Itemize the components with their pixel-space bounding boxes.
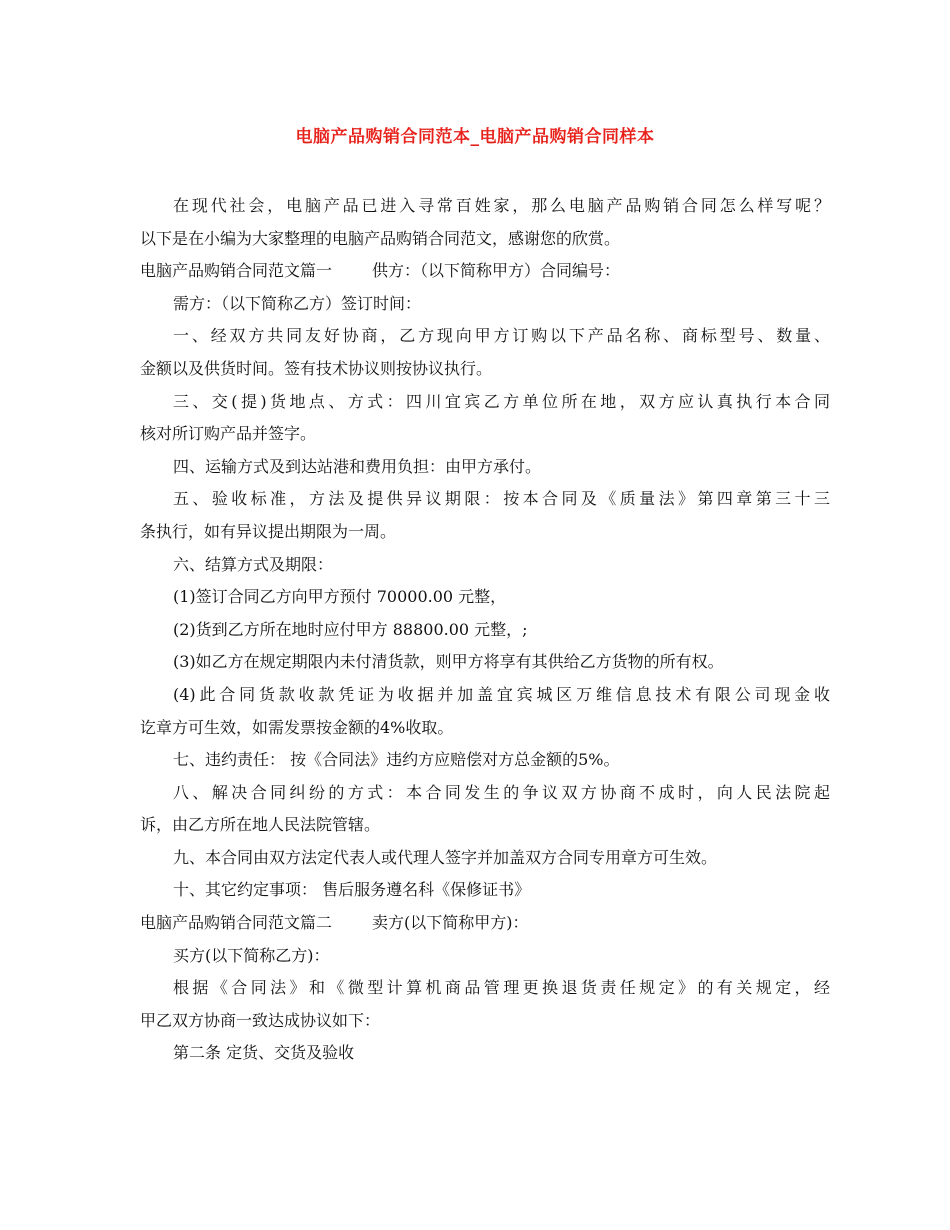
section-heading: 电脑产品购销合同范文篇二 bbox=[140, 913, 333, 933]
paragraph-line: (2)货到乙方所在地时应付甲方 88800.00 元整，; bbox=[173, 619, 528, 639]
paragraph-line: (3)如乙方在规定期限内未付清货款，则甲方将享有其供给乙方货物的所有权。 bbox=[173, 652, 724, 672]
paragraph-line: 诉，由乙方所在地人民法院管辖。 bbox=[140, 815, 381, 835]
paragraph-line: 需方：（以下简称乙方）签订时间： bbox=[173, 293, 422, 313]
paragraph-line: 五、验收标准，方法及提供异议期限：按本合同及《质量法》第四章第三十三 bbox=[173, 489, 830, 509]
paragraph-line: 甲乙双方协商一致达成协议如下： bbox=[140, 1010, 381, 1030]
paragraph-line: 买方(以下简称乙方)： bbox=[173, 945, 330, 965]
section-heading-line bbox=[140, 907, 830, 940]
paragraph-line: 金额以及供货时间。签有技术协议则按协议执行。 bbox=[140, 358, 493, 378]
paragraph-line: 三、交(提)货地点、方式：四川宜宾乙方单位所在地，双方应认真执行本合同 bbox=[173, 391, 830, 411]
paragraph-line: (1)签订合同乙方向甲方预付 70000.00 元整， bbox=[173, 587, 507, 607]
paragraph-line: 十、其它约定事项： 售后服务遵名科《保修证书》 bbox=[173, 880, 531, 900]
paragraph-line: (4)此合同货款收款凭证为收据并加盖宜宾城区万维信息技术有限公司现金收 bbox=[173, 684, 830, 704]
paragraph-line: 六、结算方式及期限： bbox=[173, 554, 334, 574]
paragraph-line: 第二条 定货、交货及验收 bbox=[173, 1043, 355, 1063]
section-heading-line bbox=[140, 255, 830, 288]
paragraph-text: 卖方(以下简称甲方)： bbox=[372, 913, 529, 933]
document-title: 电脑产品购销合同范本_电脑产品购销合同样本 bbox=[295, 127, 655, 147]
paragraph-line: 以下是在小编为大家整理的电脑产品购销合同范文，感谢您的欣赏。 bbox=[140, 228, 621, 248]
paragraph-line: 七、违约责任： 按《合同法》违约方应赔偿对方总金额的5%。 bbox=[173, 750, 620, 770]
document-body bbox=[140, 190, 830, 1070]
paragraph-line: 条执行，如有异议提出期限为一周。 bbox=[140, 521, 397, 541]
paragraph-line: 一、经双方共同友好协商，乙方现向甲方订购以下产品名称、商标型号、数量、 bbox=[173, 326, 830, 346]
section-heading: 电脑产品购销合同范文篇一 bbox=[140, 261, 333, 281]
paragraph-line: 核对所订购产品并签字。 bbox=[140, 424, 317, 444]
paragraph-line: 根据《合同法》和《微型计算机商品管理更换退货责任规定》的有关规定，经 bbox=[173, 978, 830, 998]
paragraph-text: 供方：（以下简称甲方）合同编号： bbox=[372, 261, 621, 281]
paragraph-line: 九、本合同由双方法定代表人或代理人签字并加盖双方合同专用章方可生效。 bbox=[173, 847, 718, 867]
paragraph-line: 在现代社会，电脑产品已进入寻常百姓家，那么电脑产品购销合同怎么样写呢？ bbox=[173, 196, 830, 215]
paragraph-line: 讫章方可生效，如需发票按金额的4%收取。 bbox=[140, 717, 454, 737]
paragraph-line: 八、解决合同纠纷的方式：本合同发生的争议双方协商不成时，向人民法院起 bbox=[173, 782, 830, 802]
paragraph-line: 四、运输方式及到达站港和费用负担：由甲方承付。 bbox=[173, 456, 542, 476]
